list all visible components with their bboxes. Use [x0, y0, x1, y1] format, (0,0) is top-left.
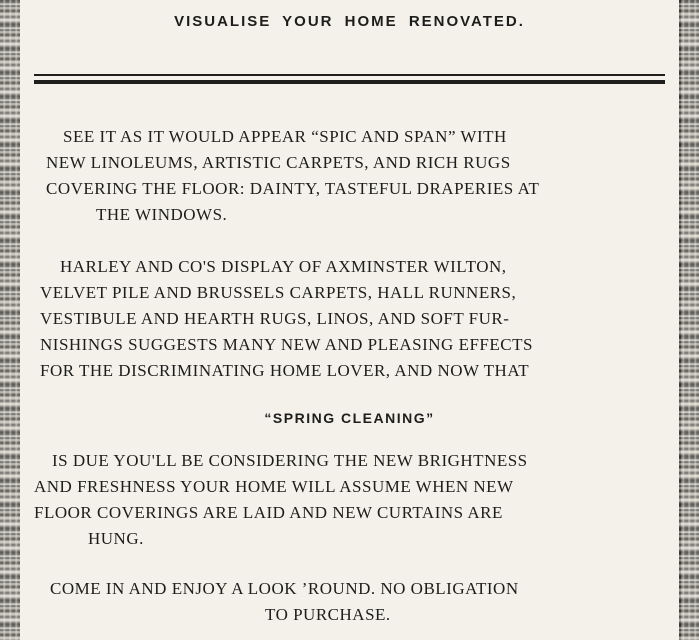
text-line: COME IN AND ENJOY A LOOK ’ROUND. NO OBLIGATION	[50, 579, 519, 598]
text-line: HUNG.	[88, 529, 144, 548]
text-line: FOR THE DISCRIMINATING HOME LOVER, AND NOW THAT	[40, 361, 530, 380]
text-line: SEE IT AS IT WOULD APPEAR “SPIC AND SPAN” WITH	[63, 127, 507, 146]
paragraph-consider	[34, 448, 528, 552]
headline: VISUALISE YOUR HOME RENOVATED.	[174, 13, 525, 30]
text-line: IS DUE YOU'LL BE CONSIDERING THE NEW BRIGHTNESS	[52, 451, 528, 470]
text-line: NISHINGS SUGGESTS MANY NEW AND PLEASING EFFECTS	[40, 335, 533, 354]
paragraph-invitation	[50, 576, 640, 628]
ornamental-border-left	[0, 0, 20, 640]
text-line: VELVET PILE AND BRUSSELS CARPETS, HALL RUNNERS,	[40, 283, 517, 302]
divider-rule-thick	[34, 80, 665, 84]
advertisement	[20, 0, 681, 640]
text-line: TO PURCHASE.	[265, 605, 391, 624]
text-line: FLOOR COVERINGS ARE LAID AND NEW CURTAINS ARE	[34, 503, 503, 522]
divider-rule-thin	[34, 74, 665, 76]
text-line: VESTIBULE AND HEARTH RUGS, LINOS, AND SOFT FUR-	[40, 309, 510, 328]
text-line: HARLEY AND CO'S DISPLAY OF AXMINSTER WILTON,	[60, 257, 507, 276]
text-line: NEW LINOLEUMS, ARTISTIC CARPETS, AND RICH RUGS	[46, 153, 511, 172]
text-line: AND FRESHNESS YOUR HOME WILL ASSUME WHEN NEW	[34, 477, 514, 496]
text-line: COVERING THE FLOOR: DAINTY, TASTEFUL DRAPERIES AT	[46, 179, 540, 198]
paragraph-intro	[46, 124, 539, 228]
subheading-spring-cleaning: “SPRING CLEANING”	[264, 410, 435, 426]
paragraph-display	[40, 254, 533, 384]
text-line: THE WINDOWS.	[96, 205, 228, 224]
ornamental-border-right	[679, 0, 699, 640]
